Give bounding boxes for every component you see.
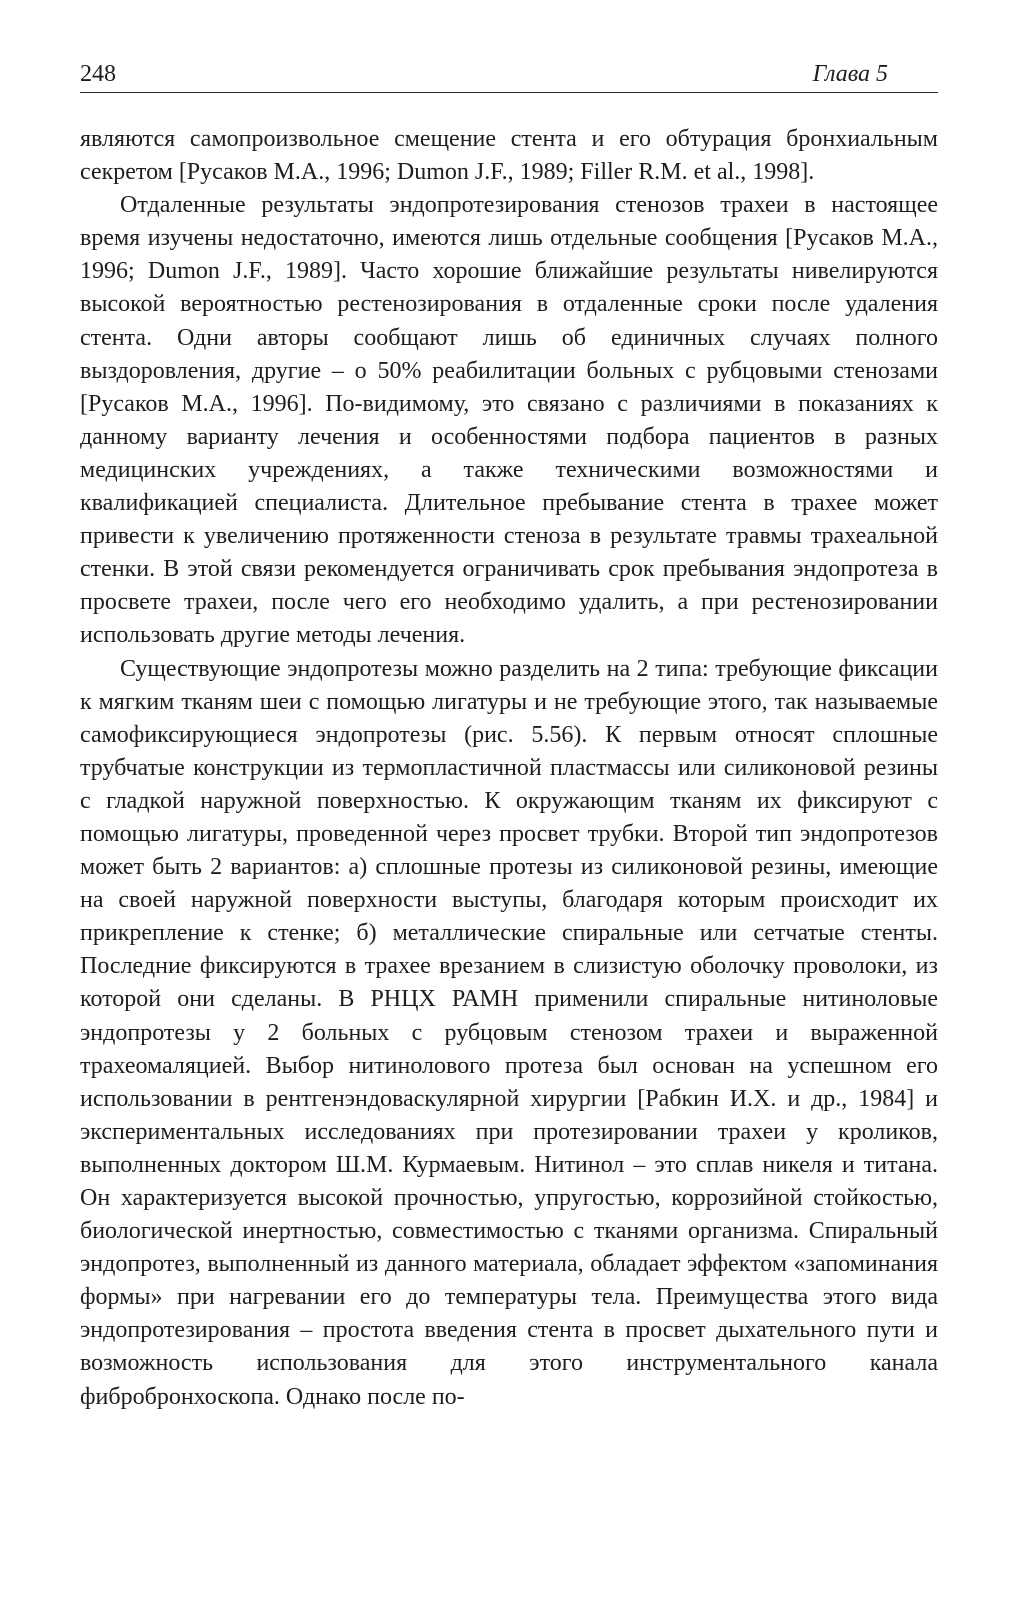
chapter-title: Глава 5 xyxy=(812,61,888,87)
page-number: 248 xyxy=(80,61,116,87)
book-page xyxy=(80,56,938,1414)
paragraph-long-term-results: Отдаленные результаты эндопротезирования стенозов трахеи в настоящее время изучены недостаточно, имеются лишь отдельные сообщения [Русаков М.А., 1996; Dumon J.F., 1989]. Часто хорошие ближайшие результаты нивелируются высокой вероятностью рестенозирования в отдаленные сроки после удаления стента. Одни авторы сообщают лишь об единичных случаях полного выздоровления, другие – о 50% реабилитации больных с рубцовыми стенозами [Русаков М.А., 1996]. По-видимому, это связано с различиями в показаниях к данному варианту лечения и особенностями подбора пациентов в разных медицинских учреждениях, а также техническими возможностями и квалификацией специалиста. Длительное пребывание стента в трахее может привести к увеличению протяженности стеноза в результате травмы трахеальной стенки. В этой связи рекомендуется ограничивать срок пребывания эндопротеза в просвете трахеи, после чего его необходимо удалить, а при рестенозировании использовать другие методы лечения. xyxy=(80,192,938,649)
paragraph-endoprosthesis-types: Существующие эндопротезы можно разделить на 2 типа: требующие фиксации к мягким тканям шеи с помощью лигатуры и не требующие этого, так называемые самофиксирующиеся эндопротезы (рис. 5.56). К первым относят сплошные трубчатые конструкции из термопластичной пластмассы или силиконовой резины с гладкой наружной поверхностью. К окружающим тканям их фиксируют с помощью лигатуры, проведенной через просвет трубки. Второй тип эндопротезов может быть 2 вариантов: а) сплошные протезы из силиконовой резины, имеющие на своей наружной поверхности выступы, благодаря которым происходит их прикрепление к стенке; б) металлические спиральные или сетчатые стенты. Последние фиксируются в трахее врезанием в слизистую оболочку проволоки, из которой они сделаны. В РНЦХ РАМН применили спиральные нитиноловые эндопротезы у 2 больных с рубцовым стенозом трахеи и выраженной трахеомаляцией. Выбор нитинолового протеза был основан на успешном его использовании в рентгенэндоваскулярной хирургии [Рабкин И.Х. и др., 1984] и экспериментальных исследованиях при протезировании трахеи у кроликов, выполненных доктором Ш.М. Курмаевым. Нитинол – это сплав никеля и титана. Он характеризуется высокой прочностью, упругостью, коррозийной стойкостью, биологической инертностью, совместимостью с тканями организма. Спиральный эндопротез, выполненный из данного материала, обладает эффектом «запоминания формы» при нагревании его до температуры тела. Преимущества этого вида эндопротезирования – простота введения стента в просвет дыхательного пути и возможность использования для этого инструментального канала фибробронхоскопа. Однако после по- xyxy=(80,655,938,1410)
paragraph-continuation: являются самопроизвольное смещение стента и его обтурация бронхиальным секретом [Русаков М.А., 1996; Dumon J.F., 1989; Filler R.M. et al., 1998]. xyxy=(80,126,938,186)
running-header xyxy=(80,56,938,93)
body-text xyxy=(80,123,938,1414)
